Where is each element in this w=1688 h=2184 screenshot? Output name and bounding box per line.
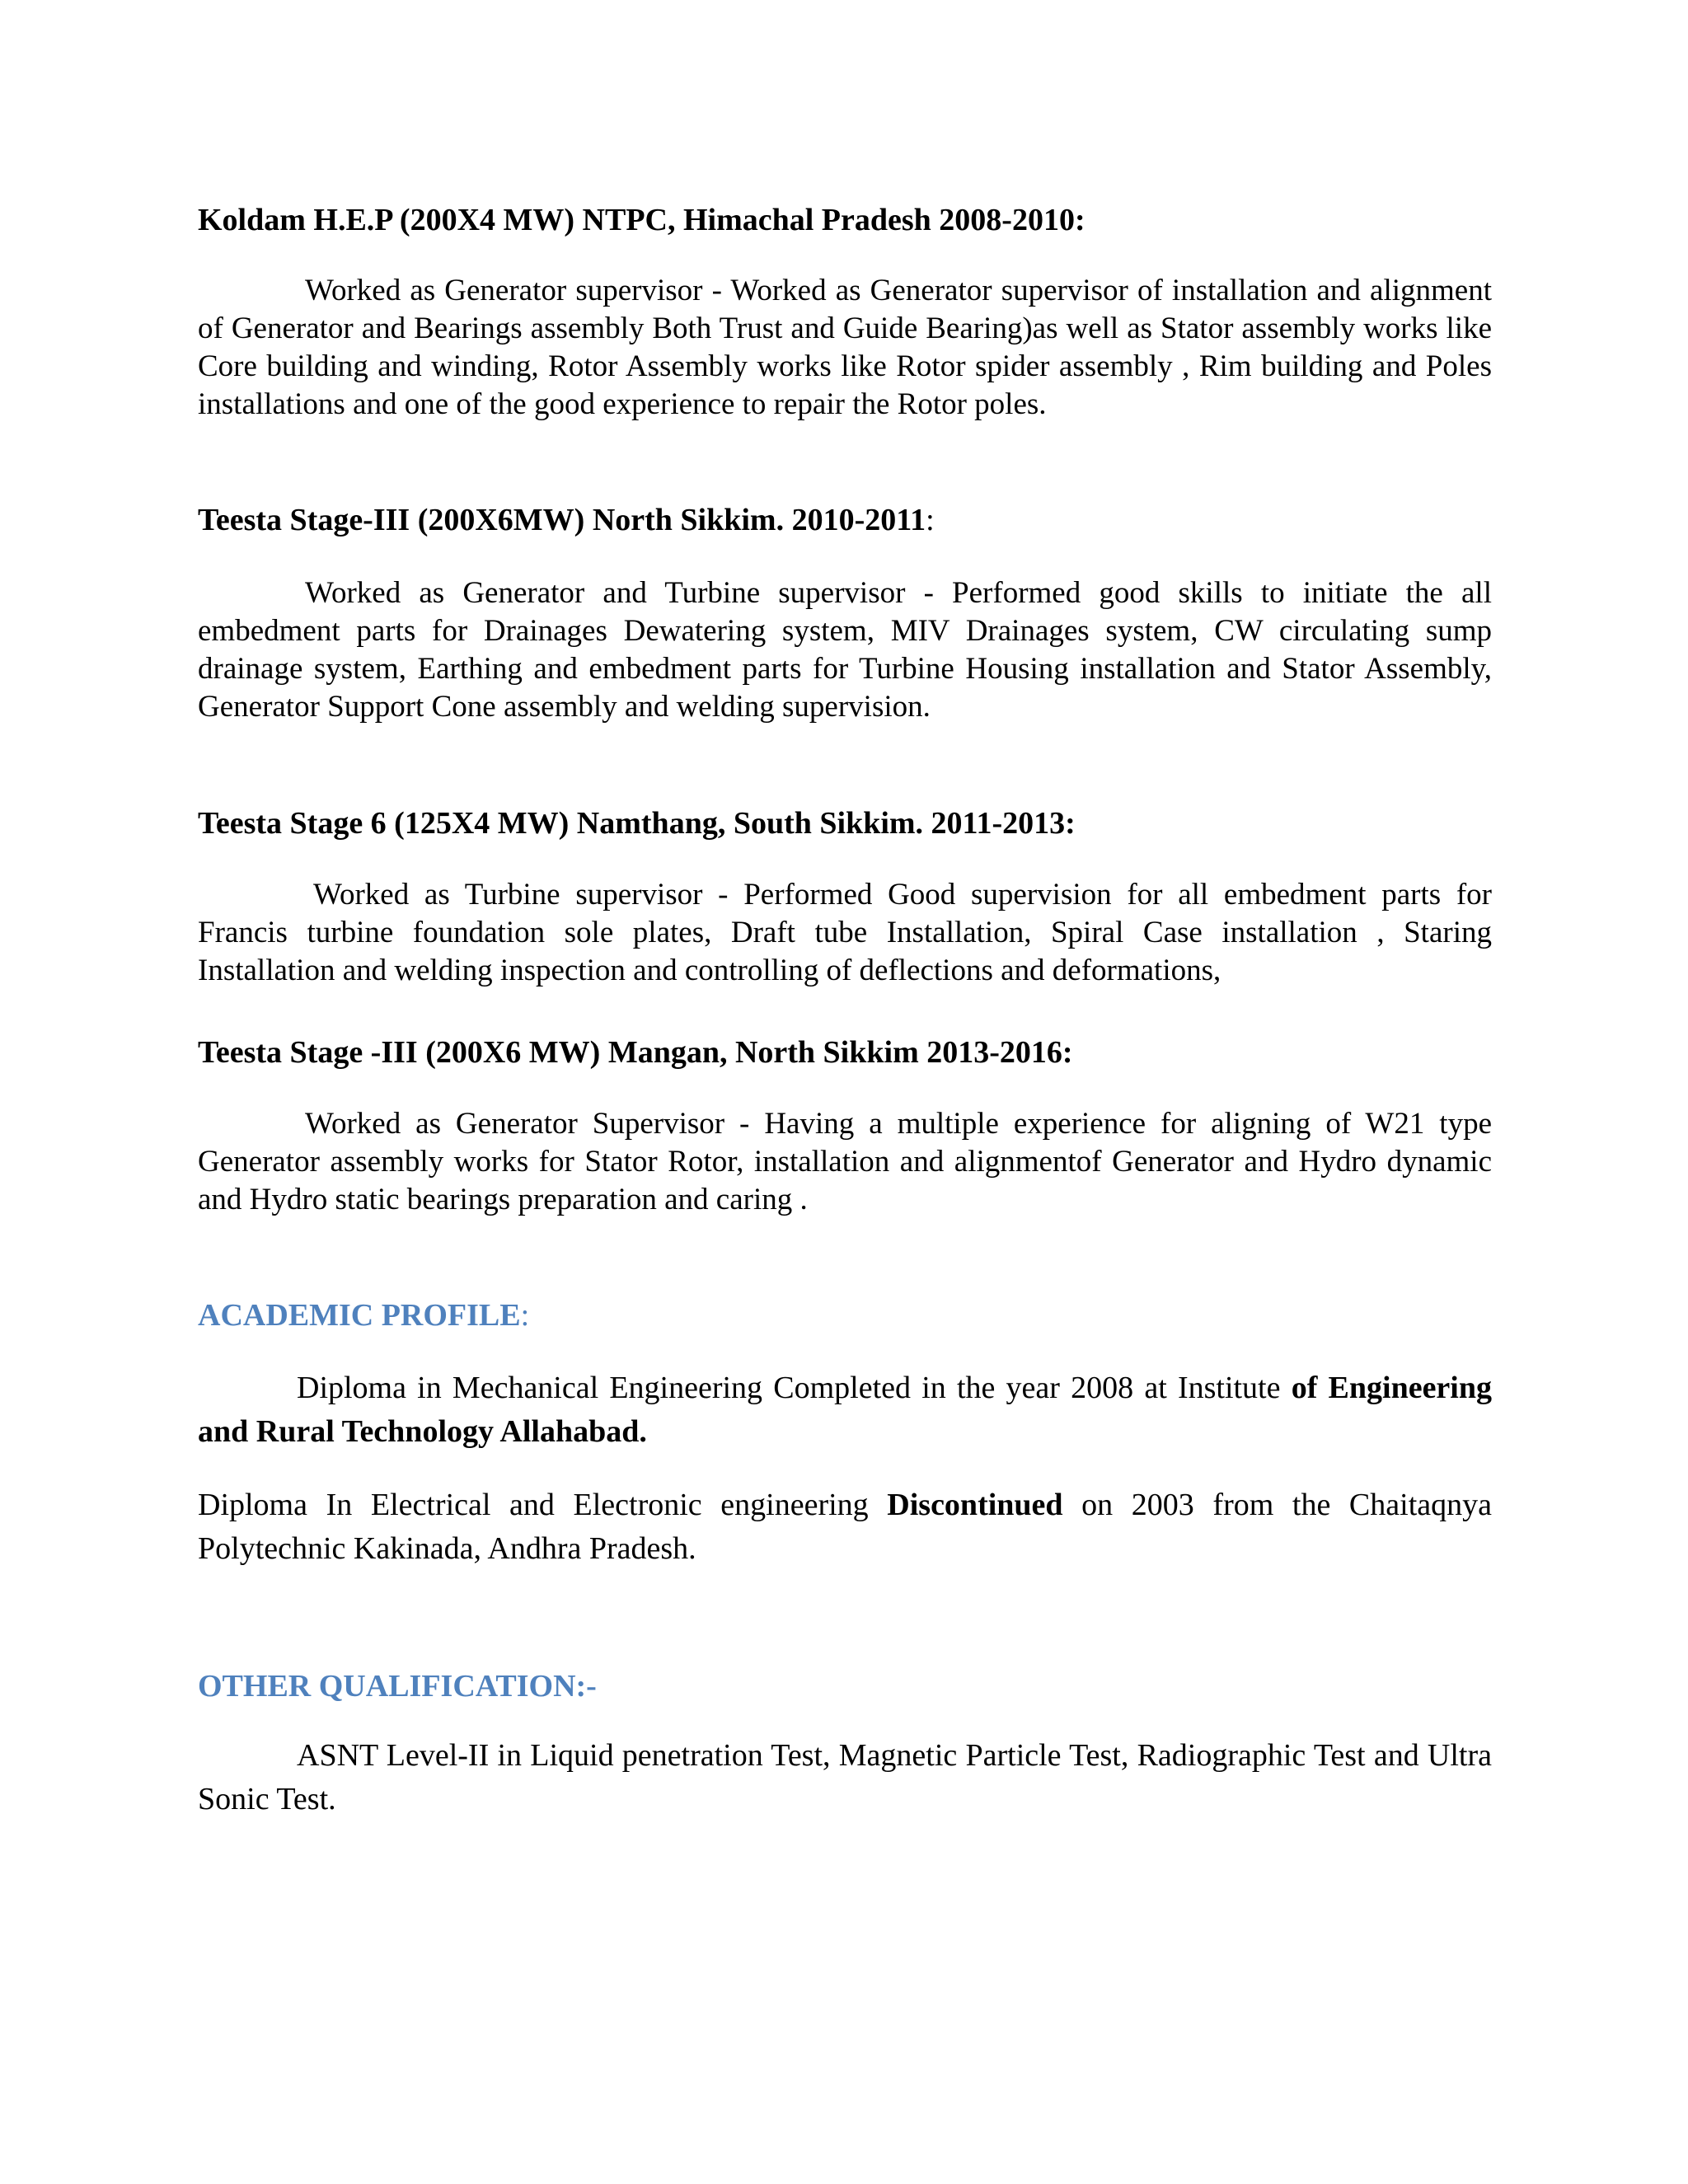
project-heading-teesta-iii-mangan bbox=[198, 1033, 1073, 1071]
resume-page bbox=[198, 0, 1492, 2184]
diploma-electrical-status: Discontinued bbox=[887, 1488, 1063, 1522]
academic-diploma-mechanical bbox=[198, 1366, 1492, 1454]
project-heading-teesta-6 bbox=[198, 804, 1076, 842]
project-heading-suffix: : bbox=[926, 503, 935, 537]
project-description-teesta-iii-mangan: Worked as Generator Supervisor - Having a multiple experience for aligning of W21 type Generator assembly works for Stator Rotor, installation and alignmentof Generator and Hydro dynamic and Hydro static bearings preparation and caring . bbox=[198, 1107, 1492, 1216]
academic-diploma-electrical bbox=[198, 1483, 1492, 1571]
project-description-teesta-iii: Worked as Generator and Turbine supervisor - Performed good skills to initiate the all embedment parts for Drainages Dewatering system, MIV Drainages system, CW circulating sump drainage system, Earthing and embedment parts for Turbine Housing installation and Stator Assembly, Generator Support Cone assembly and welding supervision. bbox=[198, 576, 1492, 724]
diploma-mechanical-institute: of Engineering and Rural Technology Allahabad. bbox=[198, 1371, 1492, 1449]
project-heading-text: Teesta Stage -III (200X6 MW) Mangan, North Sikkim 2013-2016: bbox=[198, 1035, 1073, 1070]
project-heading-text: Teesta Stage 6 (125X4 MW) Namthang, South Sikkim. 2011-2013: bbox=[198, 806, 1076, 841]
other-qualification-text: ASNT Level-II in Liquid penetration Test, Magnetic Particle Test, Radiographic Test and Ultra Sonic Test. bbox=[198, 1738, 1492, 1816]
section-title-text: OTHER QUALIFICATION:- bbox=[198, 1669, 597, 1704]
academic-profile-title bbox=[198, 1296, 529, 1334]
section-title-suffix: : bbox=[520, 1298, 530, 1333]
project-description-teesta-6: Worked as Turbine supervisor - Performed Good supervision for all embedment parts for Francis turbine foundation sole plates, Draft tube Installation, Spiral Case installation , Staring Installation and welding inspection and controlling of deflections and deformations, bbox=[198, 878, 1492, 987]
project-heading-text: Teesta Stage-III (200X6MW) North Sikkim. 2010-2011 bbox=[198, 503, 926, 537]
project-heading-text: Koldam H.E.P (200X4 MW) NTPC, Himachal Pradesh 2008-2010: bbox=[198, 203, 1085, 237]
section-title-text: ACADEMIC PROFILE bbox=[198, 1298, 521, 1333]
project-heading-teesta-iii bbox=[198, 501, 935, 539]
project-heading-koldam bbox=[198, 201, 1085, 239]
project-description-koldam: Worked as Generator supervisor - Worked as Generator supervisor of installation and alignment of Generator and Bearings assembly Both Trust and Guide Bearing)as well as Stator assembly works like Core building and winding, Rotor Assembly works like Rotor spider assembly , Rim building and Poles installations and one of the good experience to repair the Rotor poles. bbox=[198, 274, 1492, 421]
diploma-mechanical-text: Diploma in Mechanical Engineering Completed in the year 2008 at Institute bbox=[297, 1371, 1292, 1405]
other-qualification-title bbox=[198, 1667, 597, 1705]
diploma-electrical-post: on 2003 from the Chaitaqnya Polytechnic Kakinada, Andhra Pradesh. bbox=[198, 1488, 1492, 1566]
diploma-electrical-pre: Diploma In Electrical and Electronic engineering bbox=[198, 1488, 888, 1522]
